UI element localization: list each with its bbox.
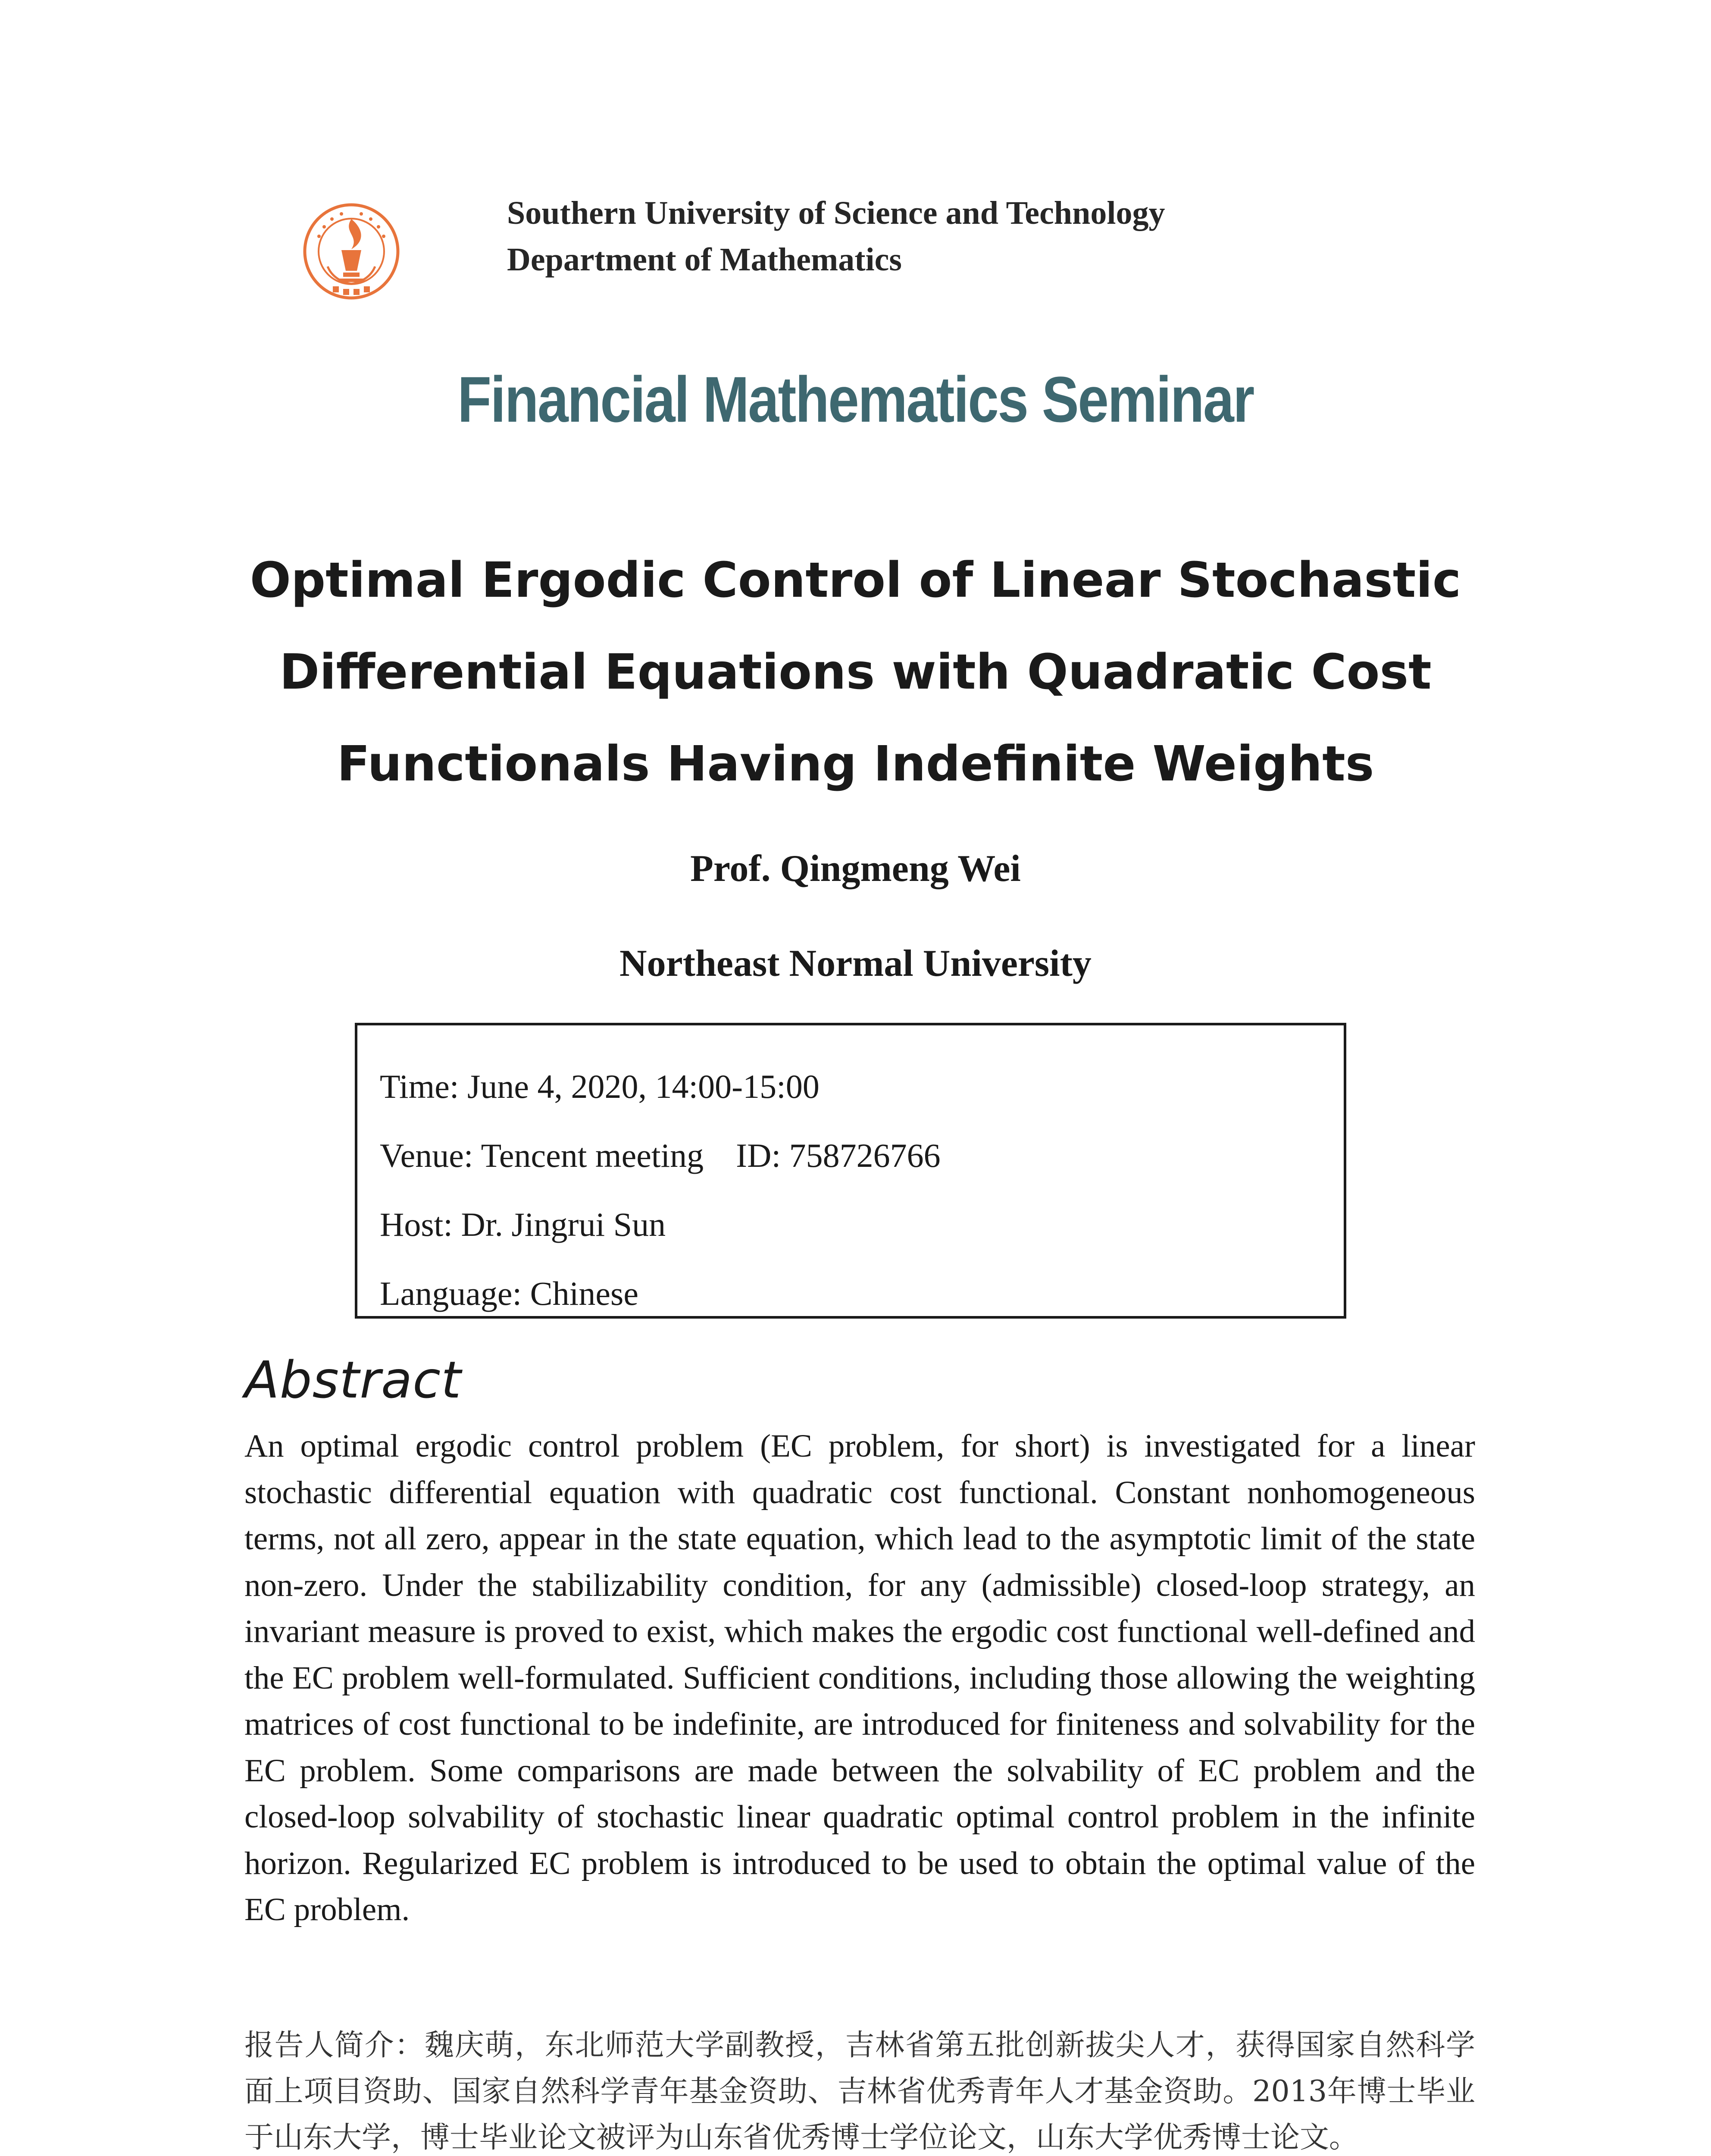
seminar-title: Financial Mathematics Seminar xyxy=(457,363,1254,436)
event-language: Language: Chinese xyxy=(380,1275,638,1312)
speaker-bio: 报告人简介：魏庆萌，东北师范大学副教授，吉林省第五批创新拔尖人才，获得国家自然科学面上项目资助、国家自然科学青年基金资助、吉林省优秀青年人才基金资助。2013年博士毕业于山东大学，博士毕业论文被评为山东省优秀博士学位论文，山东大学优秀博士论文。 xyxy=(244,2028,1475,2155)
meeting-id: ID: 758726766 xyxy=(736,1137,941,1174)
event-venue-row xyxy=(380,1121,1344,1190)
talk-title xyxy=(0,535,1711,810)
university-seal-icon xyxy=(302,202,401,301)
event-host: Host: Dr. Jingrui Sun xyxy=(380,1206,666,1243)
abstract-body: An optimal ergodic control problem (EC problem, for short) is investigated for a linear stochastic differential equation with quadratic cost functional. Constant nonhomogeneous terms, not all zero, appear in the state equation, which lead to the asymptotic limit of the state non-zero. Under the stabilizability condition, for any (admissible) closed-loop strategy, an invariant measure is proved to exist, which makes the ergodic cost functional well-defined and the EC problem well-formulated. Sufficient conditions, including those allowing the weighting matrices of cost functional to be indefinite, are introduced for finiteness and solvability for the EC problem. Some comparisons are made between the solvability of EC problem and the closed-loop solvability of stochastic linear quadratic optimal control problem in the infinite horizon. Regularized EC problem is introduced to be used to obtain the optimal value of the EC problem. xyxy=(244,1428,1475,1927)
abstract-heading: Abstract xyxy=(244,1350,462,1410)
university-logo xyxy=(302,202,401,301)
event-info-box xyxy=(355,1023,1346,1319)
department-name: Department of Mathematics xyxy=(507,241,902,278)
speaker-name: Prof. Qingmeng Wei xyxy=(690,848,1021,890)
speaker-affiliation: Northeast Normal University xyxy=(619,943,1092,984)
talk-title-line: Differential Equations with Quadratic Cost xyxy=(279,644,1432,700)
talk-title-line: Optimal Ergodic Control of Linear Stochastic xyxy=(250,552,1461,608)
header-text xyxy=(507,190,1165,283)
university-name: Southern University of Science and Technology xyxy=(507,195,1165,231)
talk-title-line: Functionals Having Indefinite Weights xyxy=(337,736,1374,792)
event-time: Time: June 4, 2020, 14:00-15:00 xyxy=(380,1068,820,1105)
event-venue: Venue: Tencent meeting xyxy=(380,1137,704,1174)
